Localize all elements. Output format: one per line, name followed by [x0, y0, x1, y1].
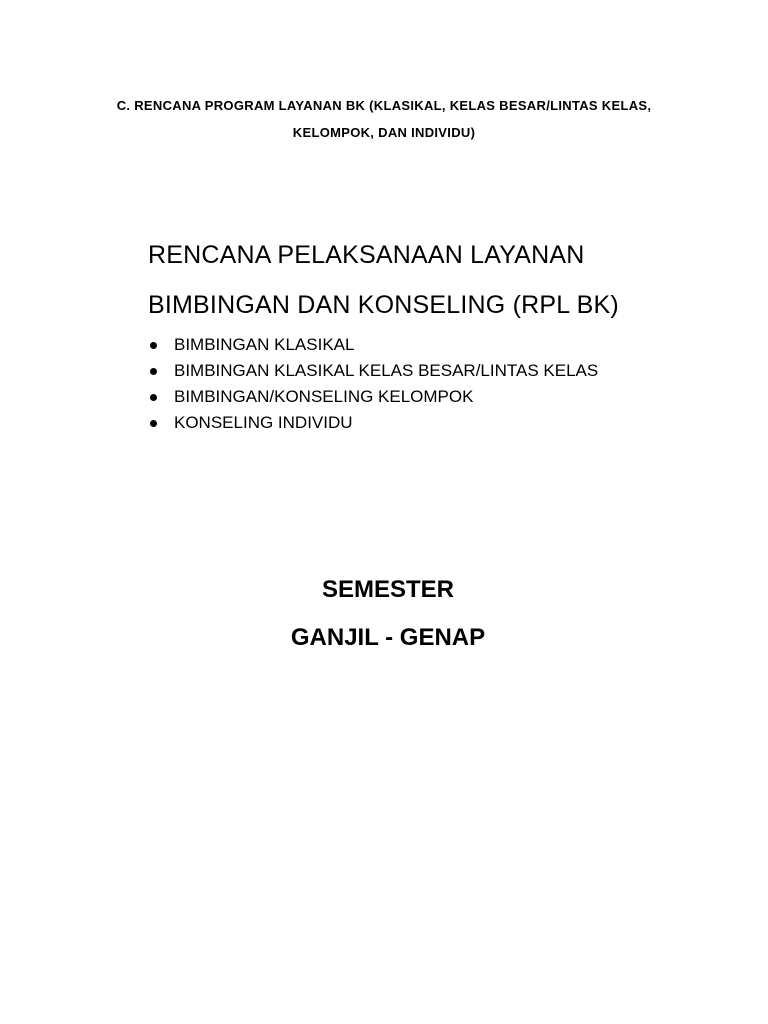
service-type-label: KONSELING INDIVIDU — [174, 413, 353, 432]
section-heading-line-2: KELOMPOK, DAN INDIVIDU) — [292, 125, 476, 140]
service-type-label: BIMBINGAN KLASIKAL KELAS BESAR/LINTAS KELAS — [174, 361, 599, 380]
service-type-label: BIMBINGAN/KONSELING KELOMPOK — [174, 387, 474, 406]
service-type-label: BIMBINGAN KLASIKAL — [174, 335, 355, 354]
bullet-icon — [150, 420, 157, 427]
service-type-item — [148, 358, 598, 384]
service-type-item — [148, 332, 598, 358]
document-title-line-1: RENCANA PELAKSANAAN LAYANAN — [148, 241, 585, 269]
bullet-icon — [150, 342, 157, 349]
document-title — [148, 230, 619, 330]
service-type-item — [148, 384, 598, 410]
document-title-line-2: BIMBINGAN DAN KONSELING (RPL BK) — [148, 291, 619, 319]
section-heading-line-1: C. RENCANA PROGRAM LAYANAN BK (KLASIKAL, KELAS BESAR/LINTAS KELAS, — [116, 98, 652, 113]
service-type-list — [148, 332, 598, 436]
semester-block — [0, 566, 768, 662]
bullet-icon — [150, 368, 157, 375]
section-heading — [60, 92, 708, 146]
service-type-item — [148, 410, 598, 436]
semester-label: SEMESTER — [321, 576, 455, 603]
bullet-icon — [150, 394, 157, 401]
semester-value: GANJIL - GENAP — [290, 624, 486, 651]
